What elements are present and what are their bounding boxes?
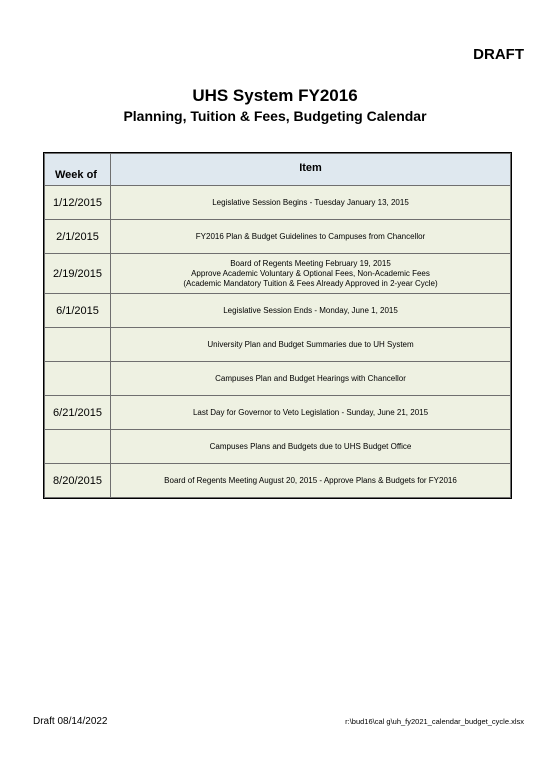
item-text: University Plan and Budget Summaries due to UH System	[207, 339, 414, 349]
footer-draft-date: Draft 08/14/2022	[33, 716, 108, 727]
table-row	[45, 294, 511, 328]
calendar-table-container	[43, 152, 512, 499]
week-cell: 8/20/2015	[45, 464, 111, 498]
week-cell	[45, 362, 111, 396]
item-cell	[111, 362, 511, 396]
table-row	[45, 186, 511, 220]
item-cell	[111, 464, 511, 498]
item-cell	[111, 396, 511, 430]
table-row	[45, 254, 511, 294]
item-text: FY2016 Plan & Budget Guidelines to Campuses from Chancellor	[195, 231, 426, 241]
column-header-item: Item	[111, 154, 511, 186]
week-cell	[45, 430, 111, 464]
table-header-row	[45, 154, 511, 186]
page-title: UHS System FY2016	[192, 86, 358, 105]
item-text: Board of Regents Meeting February 19, 2015	[230, 258, 391, 268]
table-row	[45, 328, 511, 362]
item-text: Last Day for Governor to Veto Legislation - Sunday, June 21, 2015	[192, 407, 429, 417]
table-row	[45, 220, 511, 254]
table-row	[45, 396, 511, 430]
item-cell	[111, 254, 511, 294]
table-row	[45, 362, 511, 396]
footer-file-path: r:\bud16\cal g\uh_fy2021_calendar_budget_cycle.xlsx	[345, 717, 524, 726]
item-text: (Academic Mandatory Tuition & Fees Already Approved in 2-year Cycle)	[183, 278, 438, 288]
item-cell	[111, 328, 511, 362]
item-text: Board of Regents Meeting August 20, 2015 - Approve Plans & Budgets for FY2016	[164, 475, 457, 485]
week-cell	[45, 328, 111, 362]
item-cell	[111, 220, 511, 254]
draft-label: DRAFT	[473, 46, 524, 63]
item-text: Campuses Plan and Budget Hearings with Chancellor	[215, 373, 406, 383]
table-row	[45, 464, 511, 498]
week-cell: 2/19/2015	[45, 254, 111, 294]
item-cell	[111, 430, 511, 464]
item-text: Approve Academic Voluntary & Optional Fees, Non-Academic Fees	[191, 268, 430, 278]
week-cell: 1/12/2015	[45, 186, 111, 220]
week-cell: 6/21/2015	[45, 396, 111, 430]
item-text: Legislative Session Begins - Tuesday January 13, 2015	[212, 197, 409, 207]
page-subtitle: Planning, Tuition & Fees, Budgeting Calendar	[123, 108, 427, 124]
item-text: Legislative Session Ends - Monday, June 1, 2015	[223, 305, 398, 315]
item-cell	[111, 294, 511, 328]
column-header-week: Week of	[45, 154, 111, 186]
table-row	[45, 430, 511, 464]
item-cell	[111, 186, 511, 220]
calendar-table	[44, 153, 511, 498]
week-cell: 6/1/2015	[45, 294, 111, 328]
item-text: Campuses Plans and Budgets due to UHS Budget Office	[209, 441, 412, 451]
week-cell: 2/1/2015	[45, 220, 111, 254]
